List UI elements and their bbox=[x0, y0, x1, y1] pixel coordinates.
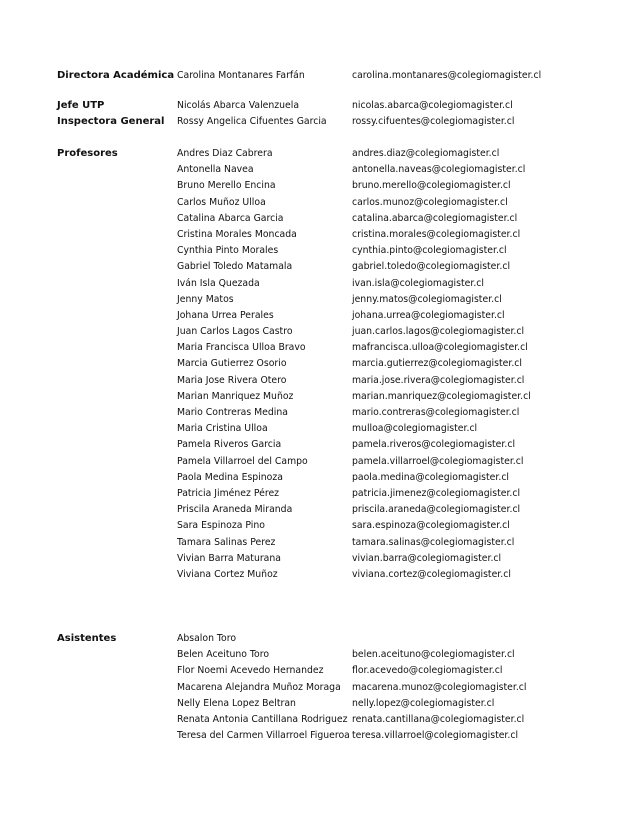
staff-row bbox=[0, 631, 633, 647]
staff-name: Iván Isla Quezada bbox=[177, 277, 260, 289]
staff-email: nelly.lopez@colegiomagister.cl bbox=[352, 697, 495, 709]
staff-name: Cristina Morales Moncada bbox=[177, 228, 297, 240]
staff-name: Juan Carlos Lagos Castro bbox=[177, 326, 293, 338]
staff-email: viviana.cortez@colegiomagister.cl bbox=[352, 568, 511, 580]
staff-row bbox=[0, 421, 633, 437]
staff-email: paola.medina@colegiomagister.cl bbox=[352, 471, 510, 483]
staff-name: Belen Aceituno Toro bbox=[177, 649, 270, 661]
section-label: Profesores bbox=[57, 148, 118, 159]
staff-row bbox=[0, 405, 633, 421]
staff-name: Nelly Elena Lopez Beltran bbox=[177, 697, 296, 709]
staff-email: antonella.naveas@colegiomagister.cl bbox=[352, 164, 526, 176]
staff-email: teresa.villarroel@colegiomagister.cl bbox=[352, 730, 519, 742]
staff-email: renata.cantillana@colegiomagister.cl bbox=[352, 713, 525, 725]
staff-row bbox=[0, 195, 633, 211]
section-directora-academica bbox=[0, 68, 633, 84]
staff-name: Cynthia Pinto Morales bbox=[177, 245, 279, 257]
staff-row bbox=[0, 259, 633, 275]
staff-email: carolina.montanares@colegiomagister.cl bbox=[352, 70, 542, 81]
staff-row bbox=[0, 551, 633, 567]
staff-name: Paola Medina Espinoza bbox=[177, 471, 283, 483]
staff-row bbox=[0, 535, 633, 551]
staff-name: Teresa del Carmen Villarroel Figueroa bbox=[177, 730, 350, 742]
staff-name: Renata Antonia Cantillana Rodriguez bbox=[177, 713, 348, 725]
staff-row bbox=[0, 114, 633, 130]
staff-name: Sara Espinoza Pino bbox=[177, 520, 265, 532]
staff-email: nicolas.abarca@colegiomagister.cl bbox=[352, 100, 513, 111]
staff-row bbox=[0, 486, 633, 502]
staff-name: Maria Jose Rivera Otero bbox=[177, 374, 287, 386]
staff-name: Andres Diaz Cabrera bbox=[177, 148, 273, 159]
staff-name: Nicolás Abarca Valenzuela bbox=[177, 100, 300, 111]
section-profesores bbox=[0, 146, 633, 583]
staff-name: Rossy Angelica Cifuentes Garcia bbox=[177, 116, 327, 127]
staff-row bbox=[0, 647, 633, 663]
staff-email: gabriel.toledo@colegiomagister.cl bbox=[352, 261, 511, 273]
staff-row bbox=[0, 146, 633, 162]
staff-row bbox=[0, 356, 633, 372]
staff-row bbox=[0, 696, 633, 712]
staff-name: Pamela Riveros Garcia bbox=[177, 439, 282, 451]
staff-name: Marian Manriquez Muñoz bbox=[177, 390, 294, 402]
staff-email: mafrancisca.ulloa@colegiomagister.cl bbox=[352, 342, 528, 354]
section-jefe-utp bbox=[0, 98, 633, 114]
staff-row bbox=[0, 227, 633, 243]
section-label: Directora Académica bbox=[57, 70, 175, 81]
staff-name: Johana Urrea Perales bbox=[177, 309, 274, 321]
staff-row bbox=[0, 324, 633, 340]
staff-row bbox=[0, 162, 633, 178]
staff-email: mulloa@colegiomagister.cl bbox=[352, 423, 478, 435]
staff-row bbox=[0, 211, 633, 227]
staff-email: mario.contreras@colegiomagister.cl bbox=[352, 407, 520, 418]
staff-email: cristina.morales@colegiomagister.cl bbox=[352, 228, 521, 240]
staff-email: cynthia.pinto@colegiomagister.cl bbox=[352, 245, 507, 257]
staff-name: Mario Contreras Medina bbox=[177, 407, 288, 418]
staff-row bbox=[0, 728, 633, 744]
staff-row bbox=[0, 518, 633, 534]
staff-name: Maria Cristina Ulloa bbox=[177, 423, 268, 435]
staff-email: sara.espinoza@colegiomagister.cl bbox=[352, 520, 510, 532]
section-inspectora-general bbox=[0, 114, 633, 130]
staff-email: ivan.isla@colegiomagister.cl bbox=[352, 277, 484, 289]
staff-name: Marcia Gutierrez Osorio bbox=[177, 358, 287, 370]
staff-email: johana.urrea@colegiomagister.cl bbox=[352, 309, 505, 321]
staff-name: Jenny Matos bbox=[177, 293, 234, 305]
staff-row bbox=[0, 663, 633, 679]
staff-row bbox=[0, 292, 633, 308]
staff-name: Carlos Muñoz Ulloa bbox=[177, 196, 266, 208]
staff-email: rossy.cifuentes@colegiomagister.cl bbox=[352, 116, 515, 127]
staff-email: marcia.gutierrez@colegiomagister.cl bbox=[352, 358, 522, 370]
staff-name: Priscila Araneda Miranda bbox=[177, 504, 293, 516]
staff-name: Viviana Cortez Muñoz bbox=[177, 568, 278, 580]
staff-row bbox=[0, 389, 633, 405]
section-asistentes bbox=[0, 631, 633, 744]
staff-name: Carolina Montanares Farfán bbox=[177, 70, 305, 81]
staff-name: Absalon Toro bbox=[177, 633, 237, 644]
staff-name: Antonella Navea bbox=[177, 164, 254, 176]
staff-row bbox=[0, 373, 633, 389]
staff-email: catalina.abarca@colegiomagister.cl bbox=[352, 212, 518, 224]
staff-email: vivian.barra@colegiomagister.cl bbox=[352, 552, 502, 564]
staff-email: tamara.salinas@colegiomagister.cl bbox=[352, 536, 515, 548]
staff-row bbox=[0, 243, 633, 259]
staff-name: Macarena Alejandra Muñoz Moraga bbox=[177, 681, 341, 693]
staff-row bbox=[0, 68, 633, 84]
staff-name: Patricia Jiménez Pérez bbox=[177, 487, 280, 499]
staff-email: priscila.araneda@colegiomagister.cl bbox=[352, 504, 521, 516]
section-label: Inspectora General bbox=[57, 116, 165, 127]
staff-row bbox=[0, 470, 633, 486]
staff-row bbox=[0, 567, 633, 583]
staff-row bbox=[0, 680, 633, 696]
staff-row bbox=[0, 502, 633, 518]
staff-email: pamela.riveros@colegiomagister.cl bbox=[352, 439, 516, 451]
staff-name: Vivian Barra Maturana bbox=[177, 552, 281, 564]
staff-email: belen.aceituno@colegiomagister.cl bbox=[352, 649, 515, 661]
staff-email: andres.diaz@colegiomagister.cl bbox=[352, 148, 500, 159]
staff-row bbox=[0, 178, 633, 194]
staff-row bbox=[0, 712, 633, 728]
staff-email: flor.acevedo@colegiomagister.cl bbox=[352, 665, 503, 677]
staff-email: jenny.matos@colegiomagister.cl bbox=[352, 293, 502, 305]
staff-name: Catalina Abarca Garcia bbox=[177, 212, 284, 224]
staff-row bbox=[0, 276, 633, 292]
staff-email: marian.manriquez@colegiomagister.cl bbox=[352, 390, 531, 402]
section-label: Jefe UTP bbox=[57, 100, 105, 111]
section-label: Asistentes bbox=[57, 633, 117, 644]
staff-email: bruno.merello@colegiomagister.cl bbox=[352, 180, 511, 192]
staff-email: patricia.jimenez@colegiomagister.cl bbox=[352, 487, 521, 499]
staff-row bbox=[0, 308, 633, 324]
staff-email: juan.carlos.lagos@colegiomagister.cl bbox=[352, 326, 525, 338]
staff-name: Tamara Salinas Perez bbox=[177, 536, 276, 548]
staff-row bbox=[0, 437, 633, 453]
staff-name: Pamela Villarroel del Campo bbox=[177, 455, 308, 467]
staff-name: Flor Noemi Acevedo Hernandez bbox=[177, 665, 324, 677]
staff-name: Bruno Merello Encina bbox=[177, 180, 276, 192]
staff-email: maria.jose.rivera@colegiomagister.cl bbox=[352, 374, 525, 386]
staff-email: pamela.villarroel@colegiomagister.cl bbox=[352, 455, 524, 467]
staff-email: carlos.munoz@colegiomagister.cl bbox=[352, 196, 508, 208]
staff-name: Gabriel Toledo Matamala bbox=[177, 261, 293, 273]
staff-name: Maria Francisca Ulloa Bravo bbox=[177, 342, 306, 354]
staff-email: macarena.munoz@colegiomagister.cl bbox=[352, 681, 527, 693]
staff-row bbox=[0, 454, 633, 470]
staff-row bbox=[0, 98, 633, 114]
staff-row bbox=[0, 340, 633, 356]
